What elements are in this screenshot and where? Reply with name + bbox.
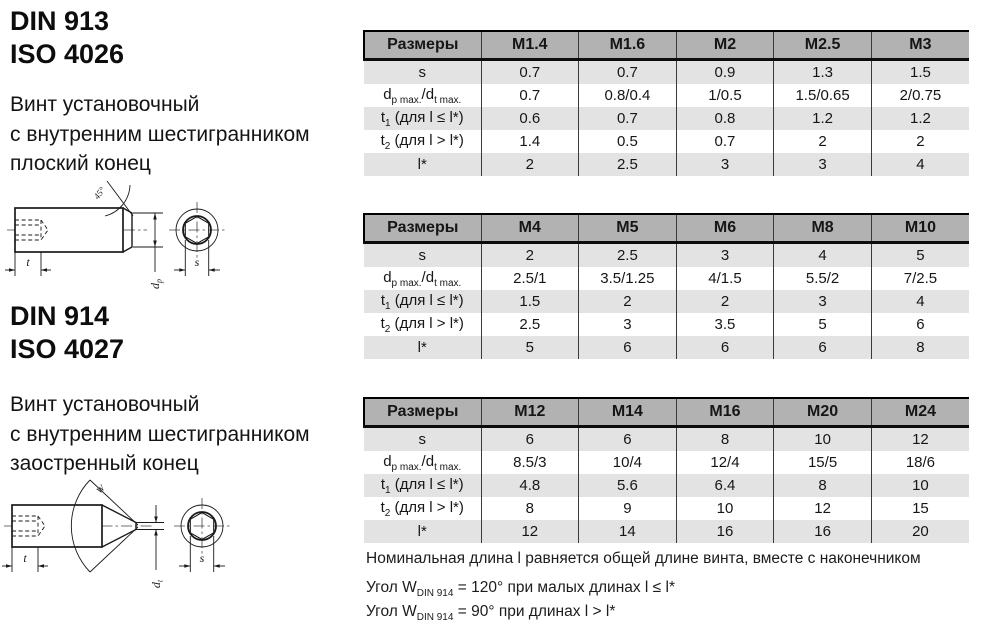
row-label: $d_{p max.}/d_{t max.}$ <box>364 451 481 474</box>
table-row <box>364 153 969 176</box>
description-line: заостренный конец <box>10 452 199 475</box>
value-cell: 2/0.75 <box>899 87 942 104</box>
value-cell: 16 <box>676 520 774 543</box>
value-cell: 0.7 <box>481 84 579 107</box>
value-cell: 5 <box>774 313 872 336</box>
value-cell: 8 <box>481 497 579 520</box>
row-label: l* <box>364 336 481 359</box>
value-cell: 3 <box>676 153 774 176</box>
table-row <box>364 336 969 359</box>
table-row <box>364 520 969 543</box>
row-label: s <box>364 243 481 268</box>
size-column-header: M4 <box>481 214 579 243</box>
value-cell: 2.5 <box>579 153 677 176</box>
standard-line: DIN 914 <box>10 301 110 331</box>
row-label: l* <box>364 153 481 176</box>
table-corner-header: Размеры <box>364 398 481 427</box>
table-row <box>364 451 969 474</box>
chamfer-angle-label: 45° <box>91 185 108 202</box>
value-cell: 0.7 <box>579 107 677 130</box>
value-cell: 3 <box>676 243 774 268</box>
value-cell: 3 <box>774 290 872 313</box>
value-cell: 5 <box>916 247 925 264</box>
socket-depth-dim-label: t <box>26 255 30 269</box>
size-column-header: M1.4 <box>481 31 579 60</box>
value-cell: 1.3 <box>774 60 872 85</box>
hex-width-dim-label: s <box>199 551 205 565</box>
value-cell: 2 <box>481 243 579 268</box>
value-cell: 2 <box>676 290 774 313</box>
value-cell: 3.5 <box>676 313 774 336</box>
description-line: плоский конец <box>10 152 151 175</box>
table-row <box>364 313 969 336</box>
description-din913 <box>10 90 310 179</box>
value-cell: 5.5/2 <box>774 267 872 290</box>
table-row <box>364 130 969 153</box>
description-line: Винт установочный <box>10 93 200 116</box>
value-cell: 1.4 <box>481 130 579 153</box>
size-column-header: M1.6 <box>579 31 677 60</box>
row-label: $d_{p max.}/d_{t max.}$ <box>364 267 481 290</box>
table-corner-header: Размеры <box>364 214 481 243</box>
standard-line: ISO 4026 <box>10 39 125 69</box>
value-cell: 12 <box>481 520 579 543</box>
row-label: l* <box>364 520 481 543</box>
table-corner-header: Размеры <box>364 31 481 60</box>
value-cell: 12/4 <box>676 451 774 474</box>
description-line: с внутренним шестигранником <box>10 122 310 146</box>
row-label: s <box>364 60 481 85</box>
flat-diameter-dim-label: $d_p$ <box>148 279 164 289</box>
value-cell: 1.2 <box>909 110 931 127</box>
value-cell: 0.9 <box>676 60 774 85</box>
value-cell: 4 <box>916 156 925 173</box>
value-cell: 12 <box>912 431 929 448</box>
table-row <box>364 427 969 452</box>
size-column-header: M3 <box>871 31 969 60</box>
standard-line: ISO 4027 <box>10 334 125 364</box>
table-row <box>364 243 969 268</box>
value-cell: 15 <box>912 500 929 517</box>
table-row <box>364 290 969 313</box>
row-label: $t_2$ (для l > l*) <box>364 130 481 153</box>
table-row <box>364 474 969 497</box>
value-cell: 0.7 <box>676 130 774 153</box>
value-cell: 2 <box>579 290 677 313</box>
dimension-table-m12-m24 <box>363 397 968 543</box>
value-cell: 8 <box>916 339 925 356</box>
value-cell: 6 <box>579 427 677 452</box>
value-cell: 0.7 <box>481 60 579 85</box>
flat-point-screw-drawing <box>5 180 235 294</box>
note-angle-120: Угол $W_{DIN 914} = 120^\circ$ при малых длинах l ≤ l* <box>366 579 675 600</box>
value-cell: 8 <box>774 474 872 497</box>
value-cell: 1.5/0.65 <box>774 84 872 107</box>
hex-width-dim-label: s <box>194 255 200 269</box>
value-cell: 3 <box>579 313 677 336</box>
size-column-header: M10 <box>871 214 969 243</box>
size-column-header: M16 <box>676 398 774 427</box>
value-cell: 10/4 <box>579 451 677 474</box>
row-label: $t_1$ (для l ≤ l*) <box>364 290 481 313</box>
value-cell: 15/5 <box>774 451 872 474</box>
value-cell: 2 <box>774 130 872 153</box>
value-cell: 6 <box>916 316 925 333</box>
value-cell: 3 <box>774 153 872 176</box>
row-label: $d_{p max.}/d_{t max.}$ <box>364 84 481 107</box>
row-label: $t_2$ (для l > l*) <box>364 313 481 336</box>
value-cell: 1.5 <box>481 290 579 313</box>
value-cell: 6 <box>676 336 774 359</box>
size-column-header: M2.5 <box>774 31 872 60</box>
cone-angle-label: W <box>94 483 107 496</box>
value-cell: 0.8 <box>676 107 774 130</box>
value-cell: 4/1.5 <box>676 267 774 290</box>
size-column-header: M5 <box>579 214 677 243</box>
table-row <box>364 107 969 130</box>
value-cell: 2.5/1 <box>481 267 579 290</box>
value-cell: 1/0.5 <box>676 84 774 107</box>
description-line: Винт установочный <box>10 393 200 416</box>
value-cell: 16 <box>774 520 872 543</box>
size-column-header: M24 <box>871 398 969 427</box>
row-label: $t_1$ (для l ≤ l*) <box>364 107 481 130</box>
size-column-header: M12 <box>481 398 579 427</box>
tip-diameter-dim-label: $d_t$ <box>149 579 165 589</box>
value-cell: 5 <box>481 336 579 359</box>
value-cell: 3.5/1.25 <box>579 267 677 290</box>
value-cell: 0.6 <box>481 107 579 130</box>
value-cell: 6 <box>774 336 872 359</box>
value-cell: 12 <box>774 497 872 520</box>
table-row <box>364 60 969 85</box>
value-cell: 1.5 <box>909 64 931 81</box>
value-cell: 6 <box>579 336 677 359</box>
value-cell: 9 <box>579 497 677 520</box>
value-cell: 6.4 <box>676 474 774 497</box>
dimension-table-m4-m10 <box>363 213 968 359</box>
value-cell: 4 <box>774 243 872 268</box>
value-cell: 2 <box>481 153 579 176</box>
socket-depth-dim-label: t <box>23 551 27 565</box>
dimension-table-m1_4-m3 <box>363 30 968 176</box>
value-cell: 6 <box>481 427 579 452</box>
row-label: s <box>364 427 481 452</box>
table-row <box>364 267 969 290</box>
size-column-header: M8 <box>774 214 872 243</box>
value-cell: 2.5 <box>579 243 677 268</box>
value-cell: 10 <box>912 477 929 494</box>
description-line: с внутренним шестигранником <box>10 422 310 446</box>
value-cell: 8 <box>676 427 774 452</box>
cone-point-screw-drawing <box>2 478 242 596</box>
size-column-header: M14 <box>579 398 677 427</box>
size-column-header: M6 <box>676 214 774 243</box>
value-cell: 1.2 <box>774 107 872 130</box>
standard-line: DIN 913 <box>10 6 110 36</box>
value-cell: 0.5 <box>579 130 677 153</box>
value-cell: 2.5 <box>481 313 579 336</box>
value-cell: 14 <box>579 520 677 543</box>
note-angle-90: Угол $W_{DIN 914} = 90^\circ$ при длинах l > l* <box>366 603 616 624</box>
standard-heading-din913 <box>10 5 124 71</box>
value-cell: 0.7 <box>579 60 677 85</box>
size-table <box>363 213 969 359</box>
table-row <box>364 84 969 107</box>
description-din914 <box>10 390 310 479</box>
value-cell: 4.8 <box>481 474 579 497</box>
size-column-header: M20 <box>774 398 872 427</box>
size-table <box>363 30 969 176</box>
value-cell: 10 <box>676 497 774 520</box>
row-label: $t_2$ (для l > l*) <box>364 497 481 520</box>
value-cell: 8.5/3 <box>481 451 579 474</box>
row-label: $t_1$ (для l ≤ l*) <box>364 474 481 497</box>
note-nominal-length: Номинальная длина l равняется общей длине винта, вместе с наконечником <box>366 550 921 567</box>
value-cell: 5.6 <box>579 474 677 497</box>
table-row <box>364 497 969 520</box>
standard-heading-din914 <box>10 300 124 366</box>
size-table <box>363 397 969 543</box>
size-column-header: M2 <box>676 31 774 60</box>
value-cell: 0.8/0.4 <box>579 84 677 107</box>
value-cell: 10 <box>774 427 872 452</box>
value-cell: 2 <box>916 133 925 150</box>
value-cell: 20 <box>912 523 929 540</box>
value-cell: 4 <box>916 293 925 310</box>
value-cell: 7/2.5 <box>903 270 938 287</box>
value-cell: 18/6 <box>905 454 936 471</box>
